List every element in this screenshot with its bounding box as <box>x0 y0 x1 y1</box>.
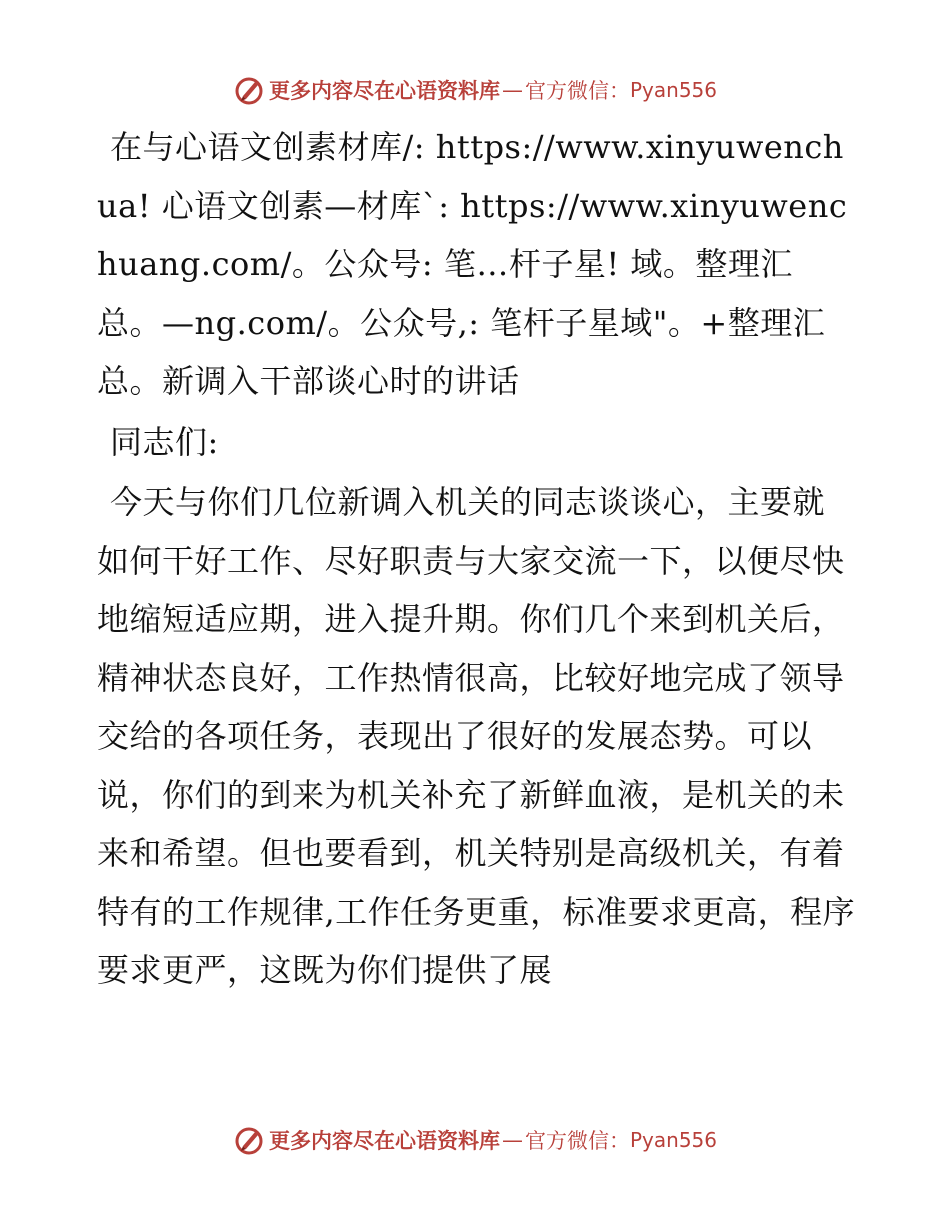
document-body <box>97 118 857 1000</box>
watermark-separator: — <box>501 78 523 102</box>
watermark-wechat-label: 官方微信： <box>524 1129 630 1153</box>
intro-paragraph: 在与心语文创素材库/: https://www.xinyuwenchua! 心语文创素—材库`: https://www.xinyuwenchuang.com/。公众号: 笔…杆子星! 域。整理汇总。—ng.com/。公众号,: 笔杆子星域"。+整理汇总。新调入干部谈心时的讲话 <box>97 128 848 400</box>
watermark-wechat-id: Pyan556 <box>629 1128 717 1152</box>
pen-logo-icon <box>233 1124 265 1156</box>
body-paragraph: 今天与你们几位新调入机关的同志谈谈心，主要就如何干好工作、尽好职责与大家交流一下，以便尽快地缩短适应期，进入提升期。你们几个来到机关后，精神状态良好，工作热情很高，比较好地完成了领导交给的各项任务，表现出了很好的发展态势。可以说，你们的到来为机关补充了新鲜血液，是机关的未来和希望。但也要看到，机关特别是高级机关，有着特有的工作规律,工作任务更重，标准要求更高，程序要求更严，这既为你们提供了展 <box>97 483 856 989</box>
pen-logo-icon <box>233 74 265 106</box>
footer-watermark <box>0 1120 950 1160</box>
watermark-main-text: 更多内容尽在心语资料库 <box>268 1128 500 1153</box>
watermark-separator: — <box>501 1128 523 1152</box>
header-watermark <box>0 70 950 110</box>
watermark-wechat-id: Pyan556 <box>629 78 717 102</box>
watermark-main-text: 更多内容尽在心语资料库 <box>268 78 500 103</box>
watermark-wechat-label: 官方微信： <box>524 79 630 103</box>
salutation: 同志们: <box>110 422 219 461</box>
